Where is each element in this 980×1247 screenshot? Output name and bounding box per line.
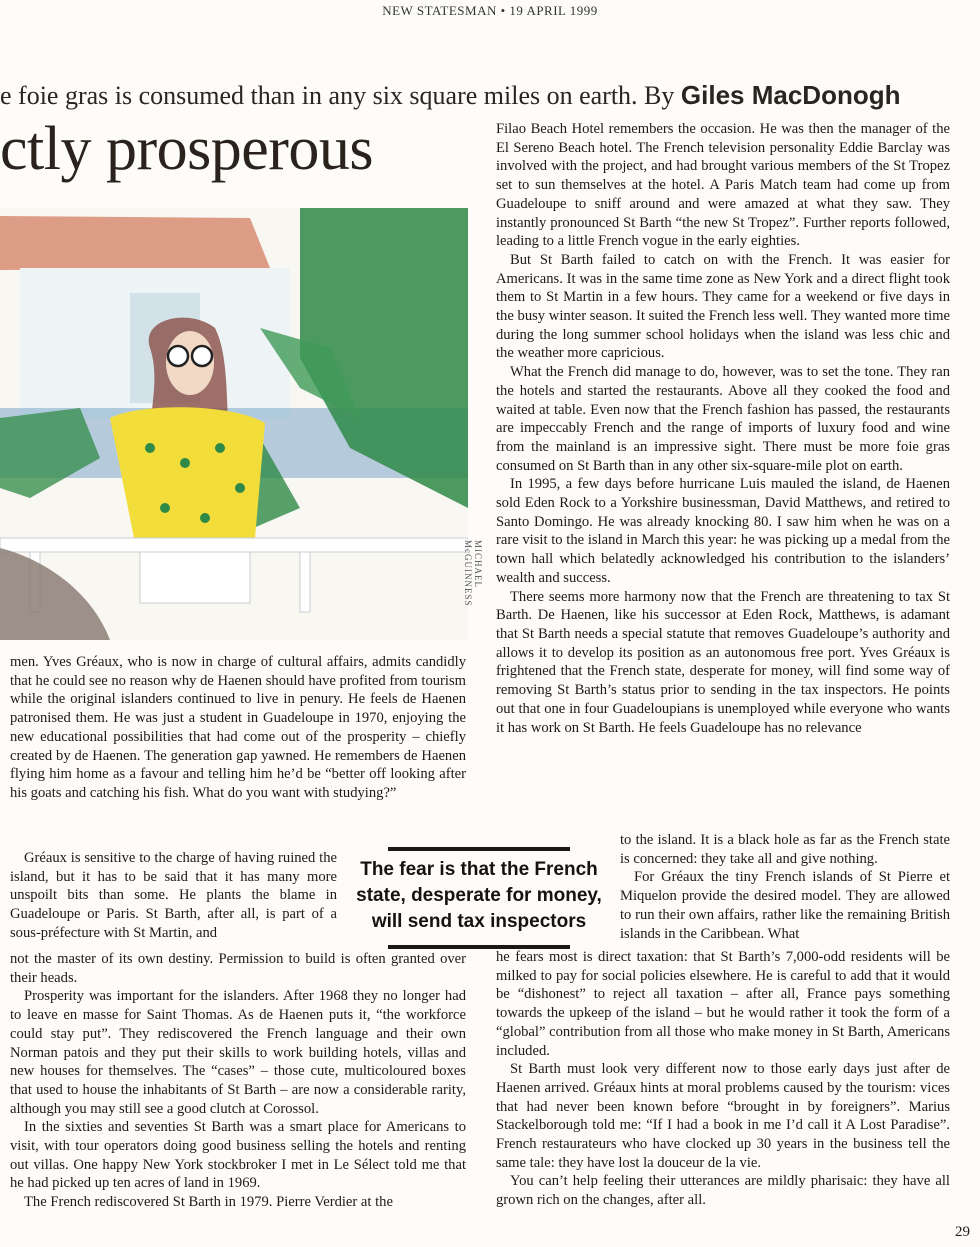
- left-column-lower: [10, 950, 466, 1212]
- right-column: [496, 120, 950, 737]
- watercolour-illustration: [0, 208, 468, 640]
- paragraph: to the island. It is a black hole as far as the French state is concerned: they take all and give nothing.: [620, 832, 950, 867]
- paragraph: For Gréaux the tiny French islands of St Pierre et Miquelon provide the desired model. They are allowed to run their own affairs, rather like the remaining British islands in the Caribbean. What: [620, 869, 950, 942]
- pull-quote-bottom-rule: [388, 945, 570, 949]
- illustration: [0, 208, 468, 640]
- right-column-lower: [496, 948, 950, 1210]
- paragraph: men. Yves Gréaux, who is now in charge of cultural affairs, admits candidly that he could see no reason why de Haenen should have profited from tourism while the original islanders continued to live in penury. He feels de Haenen patronised them. He was just a student in Guadeloupe in 1970, enjoying the new educational possibilities that had come out of the prosperity – chiefly created by de Haenen. The generation gap yawned. He remembers de Haenen flying him home as a favour and telling him he’d be “better off looking after his goats and catching his fish. What do you want with studying?”: [10, 654, 466, 801]
- pull-quote-text: The fear is that the French state, desperate for money, will send tax inspectors: [356, 859, 602, 932]
- illustration-credit: MICHAEL McGUINNESS: [463, 540, 483, 607]
- left-column: [10, 653, 466, 803]
- right-wrap-column: [620, 831, 950, 943]
- running-head: NEW STATESMAN • 19 APRIL 1999: [382, 3, 598, 18]
- page-number: 29: [955, 1224, 970, 1240]
- paragraph: St Barth must look very different now to those early days just after de Haenen arrived. Gréaux hints at moral problems caused by the tourism: vices that had never been known before “brought in by foreigners”. Marius Stackelborough told me: “If I had a book in me I’d call it A Lost Paradise”. French restaurateurs who have clocked up 30 years in the business tell the same tale: they have lost la douceur de la vie.: [496, 1061, 950, 1171]
- paragraph: You can’t help feeling their utterances are mildly pharisaic: they have all grown rich on the changes, after all.: [496, 1173, 950, 1209]
- paragraph: But St Barth failed to catch on with the French. It was easier for Americans. It was in the same time zone as New York and a direct flight took them to St Martin in a few hours. They came for a weekend or five days in the busy winter season. It suited the French less well. They wanted more time during the long summer school holidays when the island was less chic and the weather more capricious.: [496, 251, 950, 362]
- paragraph: In 1995, a few days before hurricane Luis mauled the island, de Haenen sold Eden Rock to a Yorkshire businessman, David Matthews, and retired to Santo Domingo. He was already knocking 80. I saw him when he was on a rare visit to the island in March this year: he was picking up a medal from the town hall which belatedly acknowledged his contribution to the islanders’ wealth and success.: [496, 476, 950, 586]
- headline: ctly prosperous: [0, 115, 374, 183]
- paragraph: The French rediscovered St Barth in 1979. Pierre Verdier at the: [24, 1194, 393, 1211]
- paragraph: What the French did manage to do, however, was to set the tone. They ran the hotels and started the restaurants. Above all they cooked the food and waited at table. Even now that the French fashion has passed, the restaurants are impeccably French and the range of imports of luxury food and wine from the mainland is an impressive sight. There must be more foie gras consumed on St Barth than in any other six-square-mile plot on earth.: [496, 364, 950, 474]
- left-wrap-column: [10, 849, 337, 943]
- pull-quote-top-rule: [388, 847, 570, 851]
- paragraph: In the sixties and seventies St Barth was a smart place for Americans to visit, with tour operators doing good business selling the hotels and renting out villas. One happy New York stockbroker I met in Le Sélect told me that he had picked up ten acres of land in 1969.: [10, 1119, 466, 1192]
- standfirst: [0, 80, 975, 111]
- paragraph: Filao Beach Hotel remembers the occasion. He was then the manager of the El Sereno Beach hotel. The French television personality Eddie Barclay was involved with the project, and had brought various members of the St Tropez set to sun themselves at the hotel. A Paris Match team had come up from Guadeloupe to sniff around and were amazed at what they saw. They instantly pronounced St Barth “the new St Tropez”. Further reports followed, leading to a little French vogue in the early eighties.: [496, 121, 950, 250]
- standfirst-text: e foie gras is consumed than in any six square miles on earth. By: [0, 81, 681, 110]
- paragraph: not the master of its own destiny. Permission to build is often granted over their heads.: [10, 951, 466, 986]
- paragraph: Gréaux is sensitive to the charge of having ruined the island, but it has to be said that it has many more unspoilt bits than some. He plants the blame in Guadeloupe or Paris. St Barth, after all, is part of a sous-préfecture with St Martin, and: [10, 850, 337, 941]
- pull-quote: [348, 847, 610, 949]
- paragraph: Prosperity was important for the islanders. After 1968 they no longer had to leave en masse for Saint Thomas. As de Haenen puts it, “the workforce could stay put”. They rediscovered the French language and their own Norman patois and they put their skills to work building hotels, villas and new houses for themselves. The “cases” – those cute, multicoloured boxes that used to house the inhabitants of St Barth – are now a considerable rarity, although you may still see a good clutch at Corossol.: [10, 988, 466, 1117]
- author-byline: Giles MacDonogh: [680, 80, 901, 110]
- paragraph: There seems more harmony now that the French are threatening to tax St Barth. De Haenen, like his successor at Eden Rock, Matthews, is adamant that St Barth needs a special statute that removes Guadeloupe’s authority and allows it to develop its position as an autonomous free port. Yves Gréaux is frightened that the French state, desperate for money, will find some way of removing St Barth’s status prior to sending in the tax inspectors. He points out that one in four Guadeloupians is unemployed while everyone who wants it has work on St Barth. He feels Guadeloupe has no relevance: [496, 588, 950, 736]
- paragraph: he fears most is direct taxation: that St Barth’s 7,000-odd residents will be milked to pay for social policies elsewhere. He is careful to add that it would be “dishonest” to reject all taxation – after all, France pays something towards the upkeep of the island – but he would rather it took the form of a “global” contribution from all those who make money in St Barth, Americans included.: [496, 949, 950, 1059]
